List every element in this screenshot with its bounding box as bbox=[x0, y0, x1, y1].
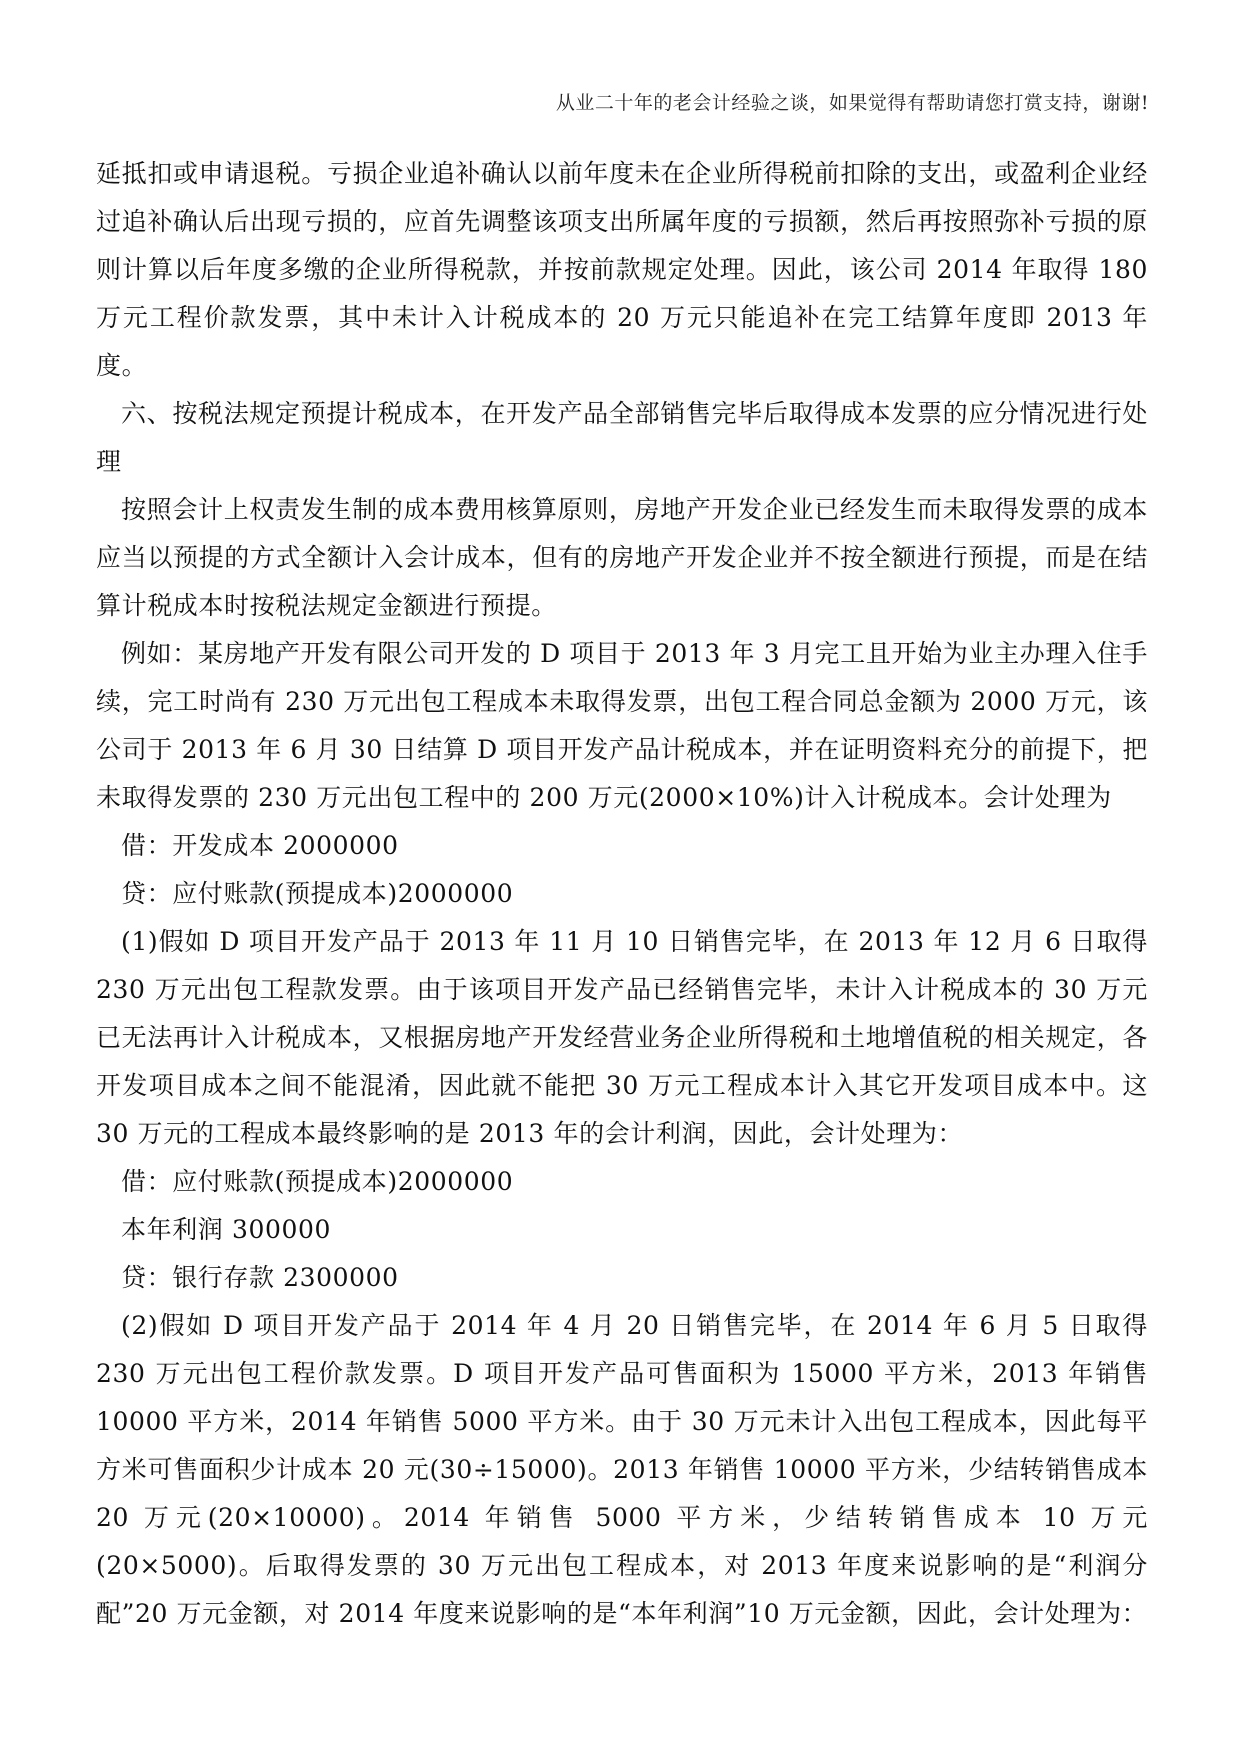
journal-entry-credit-2: 贷：银行存款 2300000 bbox=[121, 1263, 399, 1292]
paragraph-example: 例如：某房地产开发有限公司开发的 D 项目于 2013 年 3 月完工且开始为业主办理入住手续，完工时尚有 230 万元出包工程成本未取得发票，出包工程合同总金额为 2000 万元，该公司于 2013 年 6 月 30 日结算 D 项目开发产品计税成本，并在证明资料充分的前提下，把未取得发票的 230 万元出包工程中的 200 万元(2000×10%)计入计税成本。会计处理为 bbox=[96, 639, 1148, 812]
journal-entry-debit-1: 借：开发成本 2000000 bbox=[121, 831, 399, 860]
header-note: 从业二十年的老会计经验之谈，如果觉得有帮助请您打赏支持，谢谢! bbox=[555, 92, 1149, 114]
paragraph-loss-adjustment: 延抵扣或申请退税。亏损企业追补确认以前年度未在企业所得税前扣除的支出，或盈利企业经过追补确认后出现亏损的，应首先调整该项支出所属年度的亏损额，然后再按照弥补亏损的原则计算以后年度多缴的企业所得税款，并按前款规定处理。因此，该公司 2014 年取得 180 万元工程价款发票，其中未计入计税成本的 20 万元只能追补在完工结算年度即 2013 年度。 bbox=[96, 159, 1148, 380]
paragraph-accrual-principle: 按照会计上权责发生制的成本费用核算原则，房地产开发企业已经发生而未取得发票的成本应当以预提的方式全额计入会计成本，但有的房地产开发企业并不按全额进行预提，而是在结算计税成本时按税法规定金额进行预提。 bbox=[96, 495, 1148, 620]
journal-entry-profit-2: 本年利润 300000 bbox=[121, 1215, 331, 1244]
paragraph-case-1: (1)假如 D 项目开发产品于 2013 年 11 月 10 日销售完毕，在 2013 年 12 月 6 日取得 230 万元出包工程款发票。由于该项目开发产品已经销售完毕，未计入计税成本的 30 万元已无法再计入计税成本，又根据房地产开发经营业务企业所得税和土地增值税的相关规定，各开发项目成本之间不能混淆，因此就不能把 30 万元工程成本计入其它开发项目成本中。这 30 万元的工程成本最终影响的是 2013 年的会计利润，因此，会计处理为： bbox=[96, 927, 1148, 1148]
paragraph-case-2: (2)假如 D 项目开发产品于 2014 年 4 月 20 日销售完毕，在 2014 年 6 月 5 日取得 230 万元出包工程价款发票。D 项目开发产品可售面积为 15000 平方米，2013 年销售 10000 平方米，2014 年销售 5000 平方米。由于 30 万元未计入出包工程成本，因此每平方米可售面积少计成本 20 元(30÷15000)。2013 年销售 10000 平方米，少结转销售成本 20 万元(20×10000)。2014 年销售 5000 平方米，少结转销售成本 10 万元(20×5000)。后取得发票的 30 万元出包工程成本，对 2013 年度来说影响的是“利润分配”20 万元金额，对 2014 年度来说影响的是“本年利润”10 万元金额，因此，会计处理为： bbox=[96, 1311, 1148, 1628]
journal-entry-debit-2: 借：应付账款(预提成本)2000000 bbox=[121, 1167, 514, 1196]
section-heading-six: 六、按税法规定预提计税成本，在开发产品全部销售完毕后取得成本发票的应分情况进行处理 bbox=[96, 399, 1148, 476]
journal-entry-credit-1: 贷：应付账款(预提成本)2000000 bbox=[121, 879, 514, 908]
document-body bbox=[96, 150, 1148, 1638]
